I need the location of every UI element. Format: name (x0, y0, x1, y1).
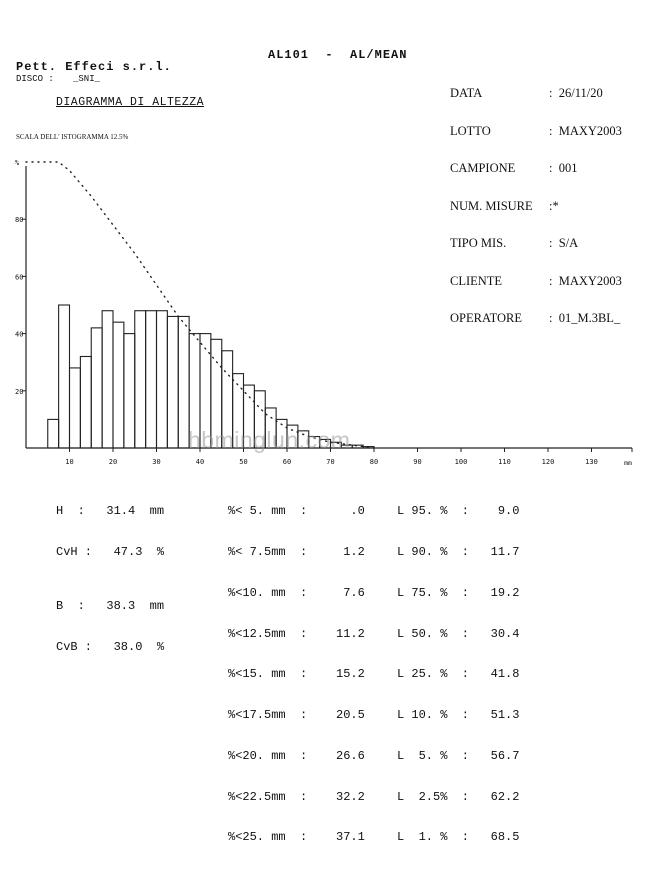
x-tick-label: 50 (239, 458, 248, 466)
length-percentile-table (397, 478, 519, 859)
report-title: AL101 - AL/MEAN (268, 48, 408, 62)
cumulative-row: %< 7.5mm : 1.2 (228, 544, 365, 559)
x-tick-label: 130 (585, 458, 598, 466)
x-tick-label: 10 (65, 458, 74, 466)
y-tick-label: 40 (15, 330, 24, 339)
x-tick-label: 70 (326, 458, 335, 466)
x-tick-label: 20 (108, 458, 118, 466)
length-row: L 25. % : 41.8 (397, 667, 520, 682)
cumulative-row: %<17.5mm : 20.5 (228, 708, 365, 723)
histogram-bar (70, 368, 81, 448)
y-tick-label: 60 (15, 273, 24, 282)
length-row: L 5. % : 56.7 (397, 748, 520, 763)
cumulative-row: %<25. mm : 37.1 (228, 830, 365, 845)
stat-cvb: CvB : 38.0 % (56, 639, 165, 654)
stat-h: H : 31.4 mm (56, 504, 165, 519)
length-row: L 50. % : 30.4 (397, 626, 520, 641)
x-tick-label: 110 (498, 458, 511, 466)
x-tick-label: 60 (282, 458, 292, 466)
cumulative-row: %<20. mm : 26.6 (228, 748, 365, 763)
x-tick-label: 30 (152, 458, 161, 466)
x-tick-label: 100 (454, 458, 468, 466)
info-row-operatore: OPERATORE : 01_M.3BL_ (450, 311, 621, 325)
stat-cvh: CvH : 47.3 % (56, 544, 165, 559)
histogram-bar (48, 419, 59, 448)
x-tick-label: 90 (413, 458, 422, 466)
histogram-bar (80, 356, 91, 448)
stat-b: B : 38.3 mm (56, 599, 165, 614)
y-tick-label: 20 (15, 387, 24, 396)
stats-h-block (56, 478, 164, 573)
histogram-bar (157, 311, 168, 448)
y-axis-label: % (15, 159, 20, 167)
length-row: L 1. % : 68.5 (397, 830, 520, 845)
diagram-title: DIAGRAMMA DI ALTEZZA (56, 96, 205, 109)
disco-label: DISCO : (16, 74, 54, 84)
y-tick-label: 80 (15, 216, 24, 225)
length-row: L 10. % : 51.3 (397, 708, 520, 723)
cumulative-row: %<15. mm : 15.2 (228, 667, 365, 682)
x-tick-label: 120 (541, 458, 555, 466)
cumulative-row: %< 5. mm : .0 (228, 504, 365, 519)
histogram-bar (124, 334, 135, 448)
disco-value: _SNI_ (73, 74, 101, 84)
length-row: L 75. % : 19.2 (397, 585, 520, 600)
length-row: L 95. % : 9.0 (397, 504, 520, 519)
length-row: L 90. % : 11.7 (397, 544, 520, 559)
histogram-bar (146, 311, 157, 448)
cumulative-row: %<12.5mm : 11.2 (228, 626, 365, 641)
cumulative-row: %<22.5mm : 32.2 (228, 789, 365, 804)
info-row-cliente: CLIENTE : MAXY2003 (450, 273, 622, 288)
info-row-num-misure: NUM. MISURE :* (450, 198, 559, 213)
histogram-scale-label: SCALA DELL' ISTOGRAMMA 12.5% (16, 133, 129, 141)
info-row-campione: CAMPIONE : 001 (450, 161, 578, 175)
info-row-tipo-mis: TIPO MIS. : S/A (450, 236, 579, 250)
x-tick-label: 80 (369, 458, 379, 466)
cumulative-percent-table (228, 478, 365, 859)
x-axis-label: mm (624, 459, 632, 467)
watermark-text: hbminglun.com (188, 427, 351, 453)
x-tick-label: 40 (195, 458, 205, 466)
company-name: Pett. Effeci s.r.l. (16, 60, 172, 74)
histogram-bar (167, 316, 178, 448)
histogram-bar (135, 311, 146, 448)
histogram-bar (59, 305, 70, 448)
histogram-bar (102, 311, 113, 448)
stats-b-block (56, 573, 164, 668)
histogram-bar (91, 328, 102, 448)
length-row: L 2.5% : 62.2 (397, 789, 520, 804)
info-row-lotto: LOTTO : MAXY2003 (450, 123, 622, 138)
cumulative-row: %<10. mm : 7.6 (228, 585, 365, 600)
histogram-bar (113, 322, 124, 448)
info-row-date: DATA : 26/11/20 (450, 86, 603, 100)
